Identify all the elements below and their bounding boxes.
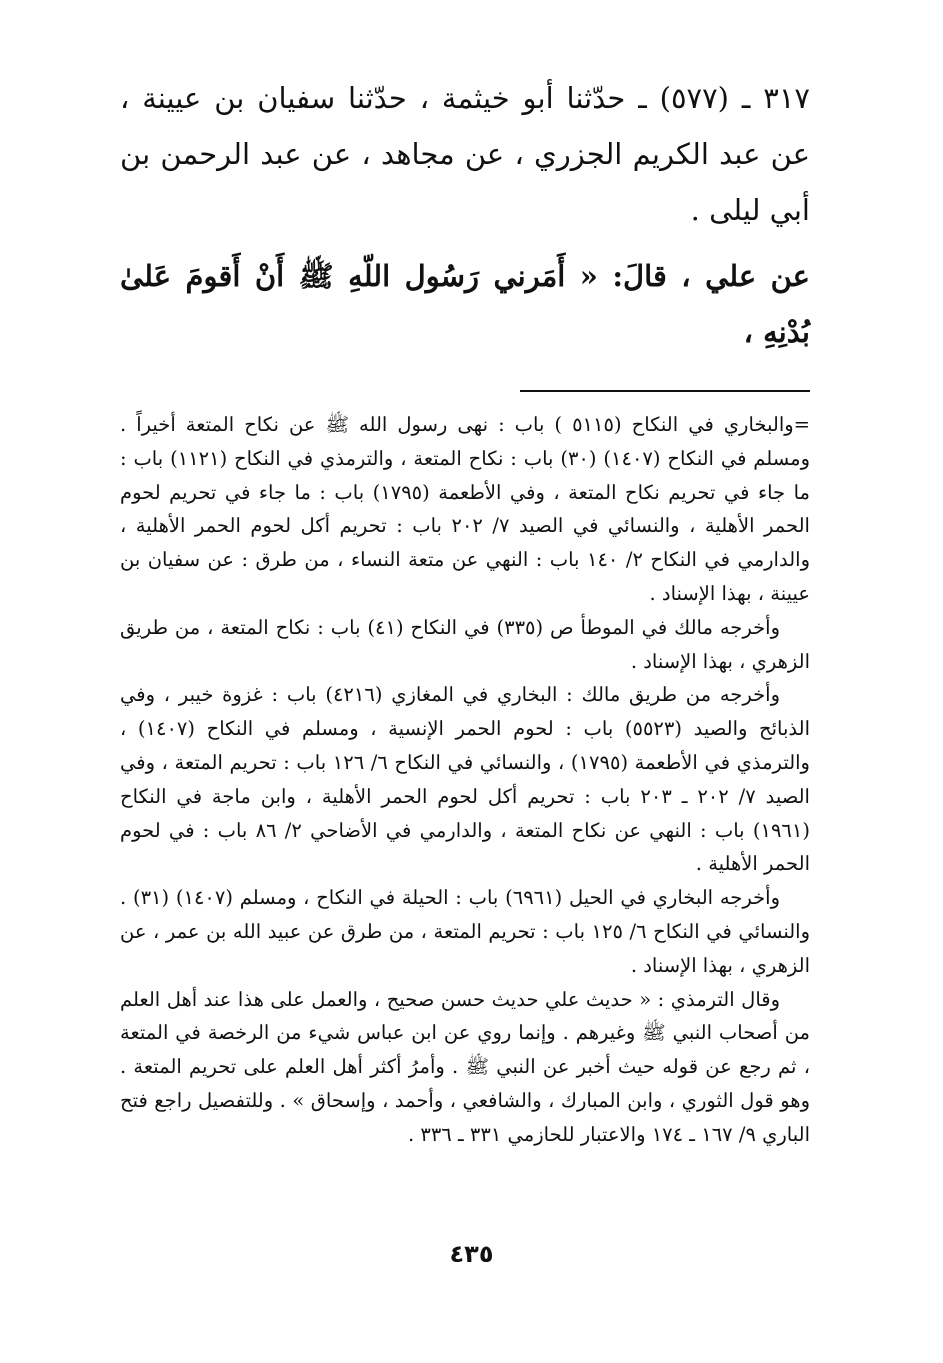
- main-text: [120, 70, 810, 360]
- footnote-paragraph: =والبخاري في النكاح (٥١١٥ ) باب : نهى رسول الله ﷺ عن نكاح المتعة أخيراً . ومسلم في النكاح (١٤٠٧) (٣٠) باب : نكاح المتعة ، والترمذي في النكاح (١١٢١) باب : ما جاء في تحريم نكاح المتعة ، وفي الأطعمة (١٧٩٥) باب : ما جاء في تحريم لحوم الحمر الأهلية ، والنسائي في الصيد ٧/ ٢٠٢ باب : تحريم أكل لحوم الحمر الأهلية ، والدارمي في النكاح ٢/ ١٤٠ باب : النهي عن متعة النساء ، من طرق : عن سفيان بن عيينة ، بهذا الإسناد .: [120, 413, 811, 605]
- footnote-paragraph: وأخرجه من طريق مالك : البخاري في المغازي (٤٢١٦) باب : غزوة خيبر ، وفي الذبائح والصيد (٥٥٢٣) باب : لحوم الحمر الإنسية ، ومسلم في النكاح (١٤٠٧) ، والترمذي في الأطعمة (١٧٩٥) ، والنسائي في النكاح ٦/ ١٢٦ باب : تحريم المتعة ، وفي الصيد ٧/ ٢٠٢ ـ ٢٠٣ باب : تحريم أكل لحوم الحمر الأهلية ، وابن ماجة في النكاح (١٩٦١) باب : النهي عن نكاح المتعة ، والدارمي في الأضاحي ٢/ ٨٦ باب : في لحوم الحمر الأهلية .: [120, 683, 810, 876]
- footnotes: [120, 408, 810, 1152]
- page-body: [120, 70, 810, 1152]
- footnote-paragraph: وقال الترمذي : « حديث علي حديث حسن صحيح ، والعمل على هذا عند أهل العلم من أصحاب النبي ﷺ وغيرهم . وإنما روي عن ابن عباس شيء من الرخصة في المتعة ، ثم رجع عن قوله حيث أخبر عن النبي ﷺ . وأمرُ أكثر أهل العلم على تحريم المتعة . وهو قول الثوري ، وابن المبارك ، والشافعي ، وأحمد ، وإسحاق » . وللتفصيل راجع فتح الباري ٩/ ١٦٧ ـ ١٧٤ والاعتبار للحازمي ٣٣١ ـ ٣٣٦ .: [120, 987, 810, 1146]
- hadith-matn: عن علي ، قالَ: « أَمَرني رَسُول اللّهِ ﷺ أَنْ أَقومَ عَلىٰ بُدْنِهِ ،: [120, 259, 810, 349]
- footnote-separator: [520, 390, 810, 392]
- page-number: ٤٣٥: [449, 1240, 494, 1268]
- hadith-isnad: ٣١٧ ـ (٥٧٧) ـ حدّثنا أبو خيثمة ، حدّثنا سفيان بن عيينة ، عن عبد الكريم الجزري ، عن مجاهد ، عن عبد الرحمن بن أبي ليلى .: [120, 81, 810, 227]
- footnote-paragraph: وأخرجه مالك في الموطأ ص (٣٣٥) في النكاح (٤١) باب : نكاح المتعة ، من طريق الزهري ، بهذا الإسناد .: [120, 615, 810, 673]
- footnote-paragraph: وأخرجه البخاري في الحيل (٦٩٦١) باب : الحيلة في النكاح ، ومسلم (١٤٠٧) (٣١) . والنسائي في النكاح ٦/ ١٢٥ باب : تحريم المتعة ، من طرق عن عبيد الله بن عمر ، عن الزهري ، بهذا الإسناد .: [120, 886, 810, 977]
